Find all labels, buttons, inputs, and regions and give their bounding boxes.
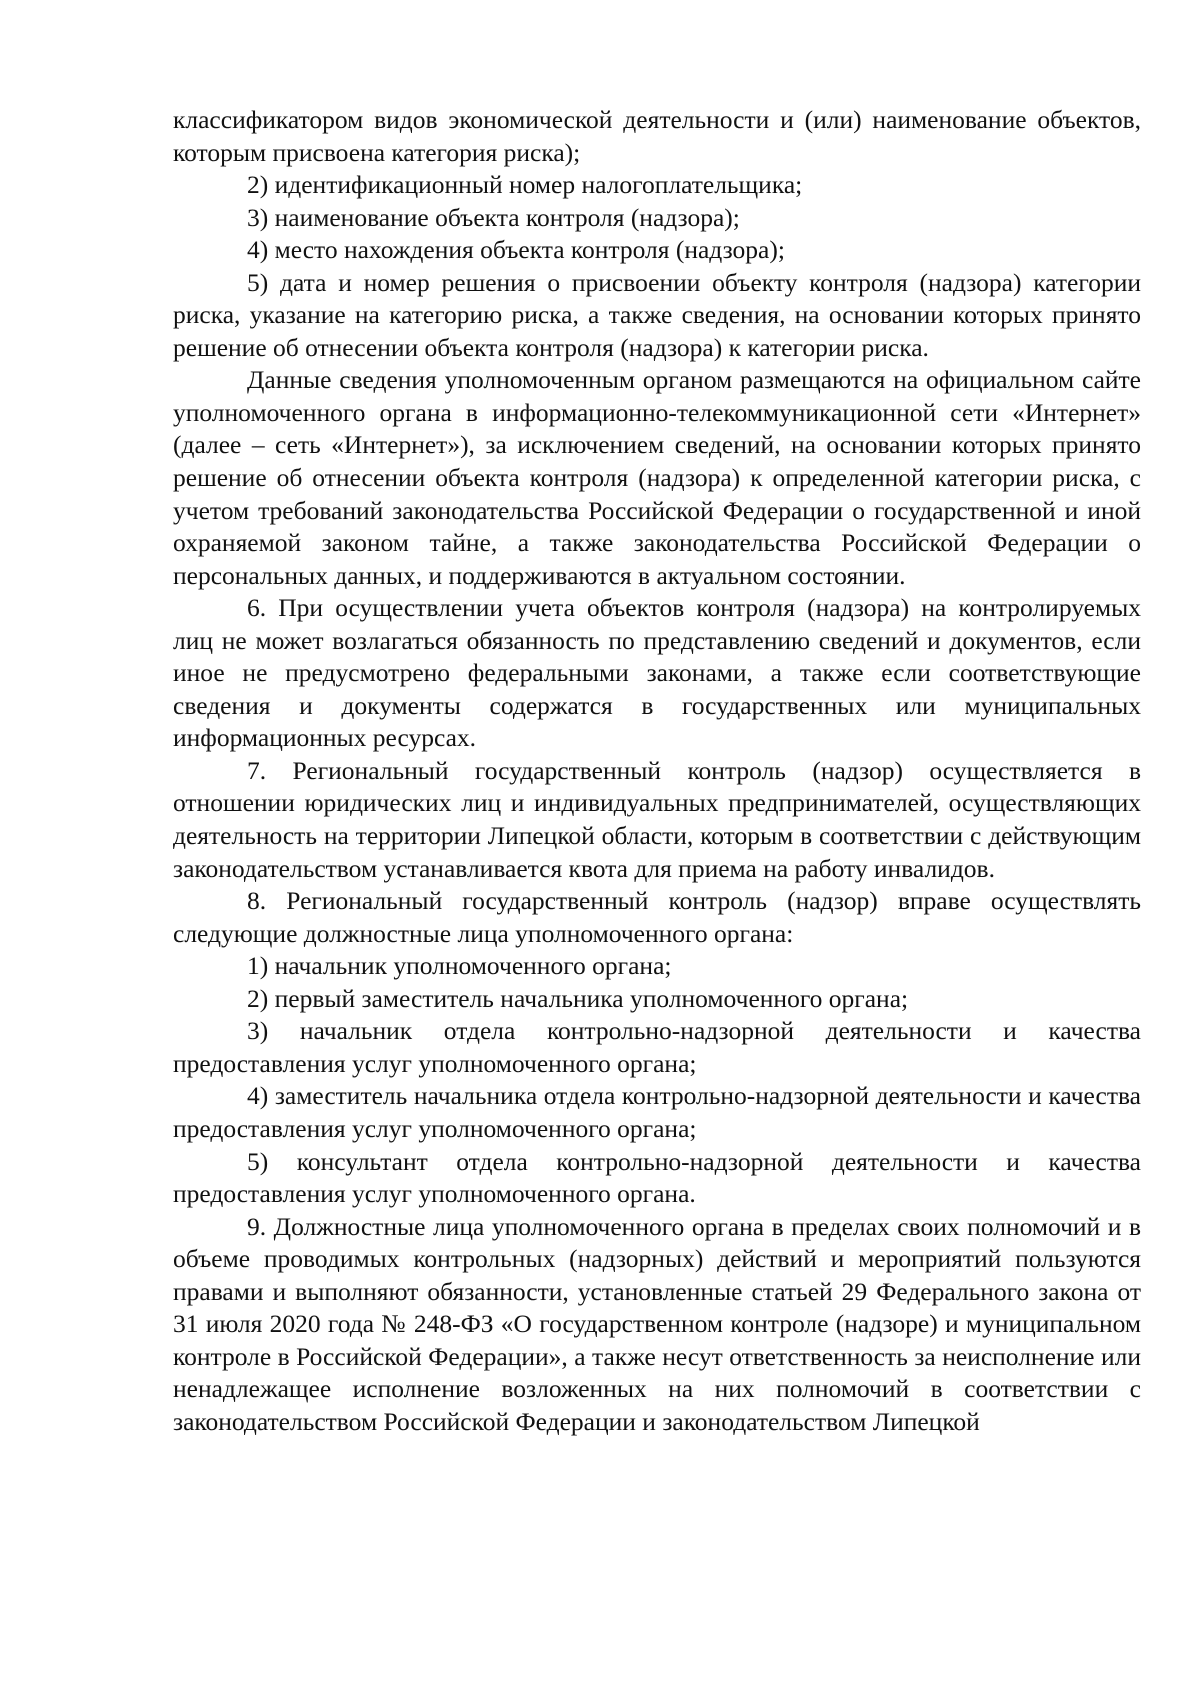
clause-6: 6. При осуществлении учета объектов контроля (надзора) на контролируемых лиц не может возлагаться обязанность по представлению сведений и документов, если иное не предусмотрено федеральными законами, а также если соответствующие сведения и документы содержатся в государственных или муниципальных информационных ресурсах. bbox=[173, 593, 1141, 753]
list-item-risk-decision: 5) дата и номер решения о присвоении объекту контроля (надзора) категории риска, указание на категорию риска, а также сведения, на основании которых принято решение об отнесении объекта контроля (надзора) к категории риска. bbox=[173, 267, 1141, 362]
list-item-tax-id: 2) идентификационный номер налогоплательщика; bbox=[247, 170, 803, 200]
document-body bbox=[173, 104, 1141, 1438]
list-item-first-deputy: 2) первый заместитель начальника уполномоченного органа; bbox=[247, 983, 909, 1013]
list-item-department-deputy: 4) заместитель начальника отдела контрольно-надзорной деятельности и качества предоставления услуг уполномоченного органа; bbox=[173, 1081, 1141, 1143]
clause-8: 8. Региональный государственный контроль (надзор) вправе осуществлять следующие должностные лица уполномоченного органа: bbox=[173, 886, 1141, 948]
list-item-head: 1) начальник уполномоченного органа; bbox=[247, 951, 672, 981]
paragraph-continuation: классификатором видов экономической деятельности и (или) наименование объектов, которым присвоена категория риска); bbox=[173, 105, 1141, 167]
list-item-department-head: 3) начальник отдела контрольно-надзорной деятельности и качества предоставления услуг уполномоченного органа; bbox=[173, 1016, 1141, 1078]
list-item-consultant: 5) консультант отдела контрольно-надзорной деятельности и качества предоставления услуг уполномоченного органа. bbox=[173, 1146, 1141, 1209]
list-item-object-name: 3) наименование объекта контроля (надзора); bbox=[247, 202, 740, 232]
clause-9: 9. Должностные лица уполномоченного органа в пределах своих полномочий и в объеме проводимых контрольных (надзорных) действий и мероприятий пользуются правами и выполняют обязанности, установленные статьей 29 Федерального закона от 31 июля 2020 года № 248-ФЗ «О государственном контроле (надзоре) и муниципальном контроле в Российской Федерации», а также несут ответственность за неисполнение или ненадлежащее исполнение возложенных на них полномочий в соответствии с законодательством Российской Федерации и законодательством Липецкой bbox=[173, 1211, 1141, 1436]
paragraph-publication: Данные сведения уполномоченным органом размещаются на официальном сайте уполномоченного органа в информационно-телекоммуникационной сети «Интернет» (далее – сеть «Интернет»), за исключением сведений, на основании которых принято решение об отнесении объекта контроля (надзора) к определенной категории риска, с учетом требований законодательства Российской Федерации о государственной и иной охраняемой законом тайне, а также законодательства Российской Федерации о персональных данных, и поддерживаются в актуальном состоянии. bbox=[173, 365, 1141, 590]
clause-7: 7. Региональный государственный контроль (надзор) осуществляется в отношении юридических лиц и индивидуальных предпринимателей, осуществляющих деятельность на территории Липецкой области, которым в соответствии с действующим законодательством устанавливается квота для приема на работу инвалидов. bbox=[173, 755, 1141, 883]
list-item-object-location: 4) место нахождения объекта контроля (надзора); bbox=[247, 235, 785, 265]
